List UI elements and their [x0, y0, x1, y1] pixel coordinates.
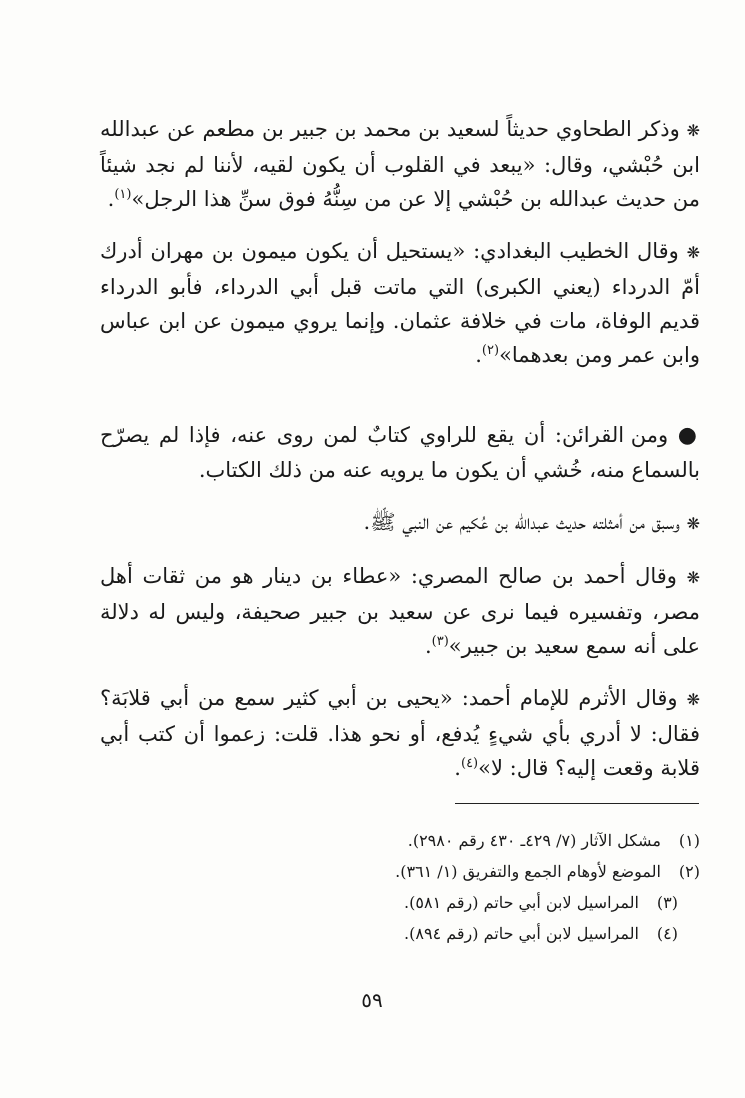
asterisk-bullet-icon: ❋: [686, 514, 700, 533]
paragraph-ahmad-salih: [100, 559, 700, 663]
paragraph-athram: [100, 681, 700, 785]
asterisk-bullet-icon: ❋: [686, 121, 700, 140]
paragraph-khatib: [100, 234, 700, 372]
footnote-item: [100, 887, 700, 918]
footnote-separator: [455, 803, 699, 804]
asterisk-bullet-icon: ❋: [686, 568, 700, 587]
page-number: ٥٩: [361, 988, 383, 1012]
footnote-ref: (٣): [431, 634, 449, 649]
footnote-text: المراسيل لابن أبي حاتم (رقم ٥٨١).: [404, 893, 639, 912]
paragraph-text: وسبق من أمثلته حديث عبدالله بن عُكيم عن النبي ﷺ.: [363, 510, 680, 534]
paragraph-text: وقال أحمد بن صالح المصري: «عطاء بن دينار هو من ثقات أهل مصر، وتفسيره فيما نرى عن سعيد بن جبير صحيفة، وليس له دلالة على أنه سمع سعيد بن جبير»: [100, 564, 700, 658]
paragraph-text: وقال الأثرم للإمام أحمد: «يحيى بن أبي كثير سمع من أبي قلابَة؟ فقال: لا أدري بأي شيءٍ يُدفع، أو نحو هذا. قلت: زعموا أن كتب أبي قلابة وقعت إليه؟ قال: لا»: [100, 686, 700, 780]
footnote-text: المراسيل لابن أبي حاتم (رقم ٨٩٤).: [404, 924, 639, 943]
paragraph-qarain: [100, 418, 700, 487]
filled-circle-bullet-icon: ●: [677, 423, 700, 448]
asterisk-bullet-icon: ❋: [686, 690, 700, 709]
footnote-ref: (١): [114, 187, 132, 202]
footnote-item: [100, 918, 700, 949]
footnote-item: [100, 856, 700, 887]
paragraph-end: .: [475, 343, 482, 367]
paragraph-end: .: [424, 634, 432, 658]
footnote-number: (١): [678, 831, 700, 850]
footnote-number: (٤): [656, 924, 678, 943]
paragraph-tahawi: [100, 112, 700, 216]
paragraph-text: وقال الخطيب البغدادي: «يستحيل أن يكون ميمون بن مهران أدرك أمّ الدرداء (يعني الكبرى) التي ماتت قبل أبي الدرداء، فأبو الدرداء قديم الوفاة، مات في خلافة عثمان. وإنما يروي ميمون عن ابن عباس وابن عمر ومن بعدهما»: [100, 239, 700, 367]
paragraph-end: .: [107, 187, 115, 211]
footnote-ref: (٤): [460, 756, 479, 771]
paragraph-text: وذكر الطحاوي حديثاً لسعيد بن محمد بن جبير بن مطعم عن عبدالله ابن حُبْشي، وقال: «يبعد في القلوب أن يكون لقيه، لأننا لم نجد شيئاً من حديث عبدالله بن حُبْشي إلا عن من سِنُّهُ فوق سنِّ هذا الرجل»: [100, 117, 700, 211]
footnote-text: مشكل الآثار (٧/ ٤٢٩ـ ٤٣٠ رقم ٢٩٨٠).: [407, 831, 661, 850]
paragraph-example: [100, 505, 700, 541]
asterisk-bullet-icon: ❋: [686, 243, 700, 262]
footnote-ref: (٢): [481, 343, 500, 358]
footnote-item: [100, 825, 700, 856]
footnote-number: (٢): [678, 862, 700, 881]
paragraph-end: .: [454, 756, 461, 780]
footnote-text: الموضع لأوهام الجمع والتفريق (١/ ٣٦١).: [395, 862, 661, 881]
footnotes: [100, 825, 700, 949]
paragraph-text: ومن القرائن: أن يقع للراوي كتابٌ لمن روى عنه، فإذا لم يصرّح بالسماع منه، خُشي أن يكون ما يرويه عنه من ذلك الكتاب.: [100, 423, 700, 482]
footnote-number: (٣): [656, 893, 678, 912]
main-text: [100, 112, 700, 785]
